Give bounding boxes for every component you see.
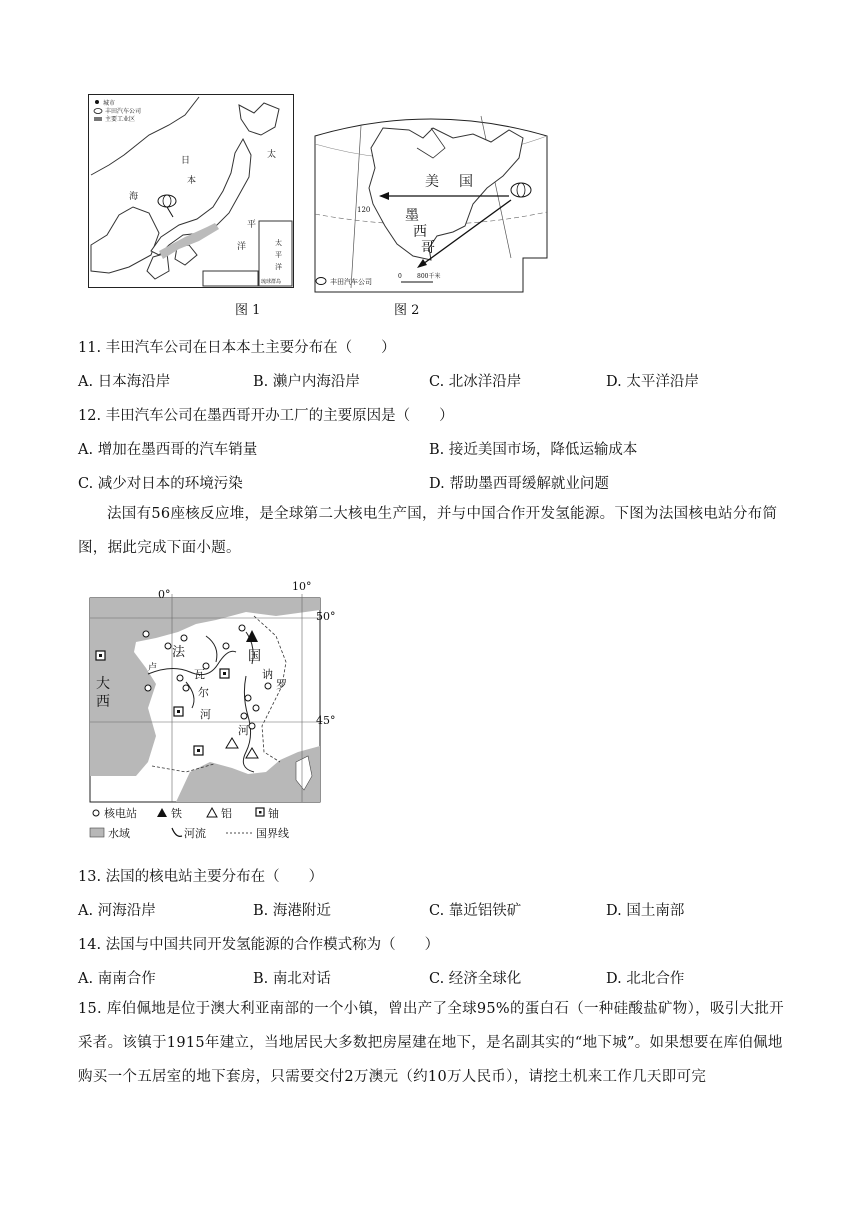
fig3-legend-uranium: 铀 [268, 807, 279, 820]
fig3-label-xi: 西 [96, 694, 110, 710]
question-13-stem: 13. 法国的核电站主要分布在（ ） [78, 869, 324, 885]
fig3-label-luo: 罗 [276, 678, 287, 691]
fig2-label-guo: 国 [459, 174, 473, 190]
question-12-stem: 12. 丰田汽车公司在墨西哥开办工厂的主要原因是（ ） [78, 408, 454, 424]
fig3-label-wa: 瓦 [194, 668, 205, 681]
figure-2-north-america-map [312, 107, 550, 294]
fig3-legend-aluminium: 铝 [221, 807, 232, 820]
figure-1-caption: 图 1 [235, 303, 261, 318]
fig2-label-mo: 墨 [405, 208, 419, 224]
fig1-inset-label: 琉球群岛 [261, 279, 282, 285]
fig3-legend-water: 水域 [108, 827, 130, 840]
q12-option-b[interactable]: B. 接近美国市场，降低运输成本 [429, 442, 638, 458]
q13-option-c[interactable]: C. 靠近铝铁矿 [429, 903, 522, 919]
fig2-label-120: 120 [357, 206, 371, 214]
figure-2-caption: 图 2 [394, 303, 420, 318]
figure-3-france-map [86, 576, 344, 846]
fig3-lat-45: 45° [316, 714, 336, 727]
fig1-label-ben: 本 [187, 176, 197, 186]
fig3-legend-iron: 铁 [171, 807, 182, 820]
fig3-lat-50: 50° [316, 610, 336, 623]
fig1-label-hai: 海 [129, 192, 139, 202]
q13-option-a[interactable]: A. 河海沿岸 [78, 903, 156, 919]
france-intro-paragraph: 法国有56座核反应堆，是全球第二大核电生产国，并与中国合作开发氢能源。下图为法国核电站分布简图，据此完成下面小题。 [78, 506, 778, 556]
q11-option-d[interactable]: D. 太平洋沿岸 [606, 374, 699, 390]
fig3-lon-0: 0° [158, 588, 171, 601]
fig2-label-mei: 美 [425, 174, 439, 190]
fig3-legend-border: 国界线 [256, 827, 289, 840]
fig3-lon-10: 10° [292, 580, 312, 593]
fig3-label-da: 大 [96, 676, 110, 692]
fig3-label-lu: 卢 [148, 663, 158, 673]
svg-text:0: 0 [398, 273, 402, 280]
fig1-legend-toyota: 丰田汽车公司 [105, 108, 142, 115]
fig1-inset-ping: 平 [275, 251, 282, 259]
fig3-legend-river: 河流 [184, 827, 206, 840]
q11-option-b[interactable]: B. 濑户内海沿岸 [253, 374, 360, 390]
fig3-label-he2: 河 [238, 724, 249, 737]
question-14-stem: 14. 法国与中国共同开发氢能源的合作模式称为（ ） [78, 937, 440, 953]
fig3-label-guo: 国 [248, 649, 262, 664]
q14-option-a[interactable]: A. 南南合作 [78, 971, 156, 987]
fig1-label-ri: 日 [181, 156, 191, 166]
q11-option-c[interactable]: C. 北冰洋沿岸 [429, 374, 522, 390]
fig2-label-xi: 西 [413, 224, 427, 240]
fig3-label-ne: 讷 [262, 668, 273, 681]
fig1-inset-tai: 太 [275, 239, 282, 247]
fig1-label-ping: 平 [247, 220, 257, 230]
fig1-label-tai: 太 [267, 150, 277, 160]
q12-option-c[interactable]: C. 减少对日本的环境污染 [78, 476, 243, 492]
fig3-label-he: 河 [200, 708, 211, 721]
q13-option-d[interactable]: D. 国土南部 [606, 903, 685, 919]
q14-option-d[interactable]: D. 北北合作 [606, 971, 685, 987]
q11-option-a[interactable]: A. 日本海沿岸 [78, 374, 171, 390]
fig3-label-fa: 法 [172, 645, 186, 660]
fig1-label-yang: 洋 [237, 242, 247, 252]
q12-option-a[interactable]: A. 增加在墨西哥的汽车销量 [78, 442, 258, 458]
q14-option-b[interactable]: B. 南北对话 [253, 971, 331, 987]
question-11-stem: 11. 丰田汽车公司在日本本土主要分布在（ ） [78, 340, 396, 356]
q14-option-c[interactable]: C. 经济全球化 [429, 971, 522, 987]
fig1-inset-yang: 洋 [275, 263, 282, 271]
fig3-label-er: 尔 [198, 686, 209, 699]
figure-1-japan-map [88, 94, 294, 288]
fig1-legend-city: 城市 [103, 100, 116, 107]
fig3-legend-nuclear: 核电站 [104, 807, 137, 820]
fig2-scale-label: 800千米 [417, 273, 441, 280]
fig1-legend-industrial: 主要工业区 [105, 116, 136, 123]
question-15-text: 15. 库伯佩地是位于澳大利亚南部的一个小镇，曾出产了全球95%的蛋白石（一种硅酸盐矿物），吸引大批开采者。该镇于1915年建立，当地居民大多数把房屋建在地下，是名副其实的“地下城”。如果想要在库伯佩地购买一个五居室的地下套房，只需要交付2万澳元（约10万人民币），请挖土机来工作几天即可完 [78, 1001, 784, 1085]
fig2-legend-toyota: 丰田汽车公司 [330, 278, 372, 286]
fig2-label-ge: 哥 [421, 240, 435, 256]
q12-option-d[interactable]: D. 帮助墨西哥缓解就业问题 [429, 476, 609, 492]
q13-option-b[interactable]: B. 海港附近 [253, 903, 331, 919]
